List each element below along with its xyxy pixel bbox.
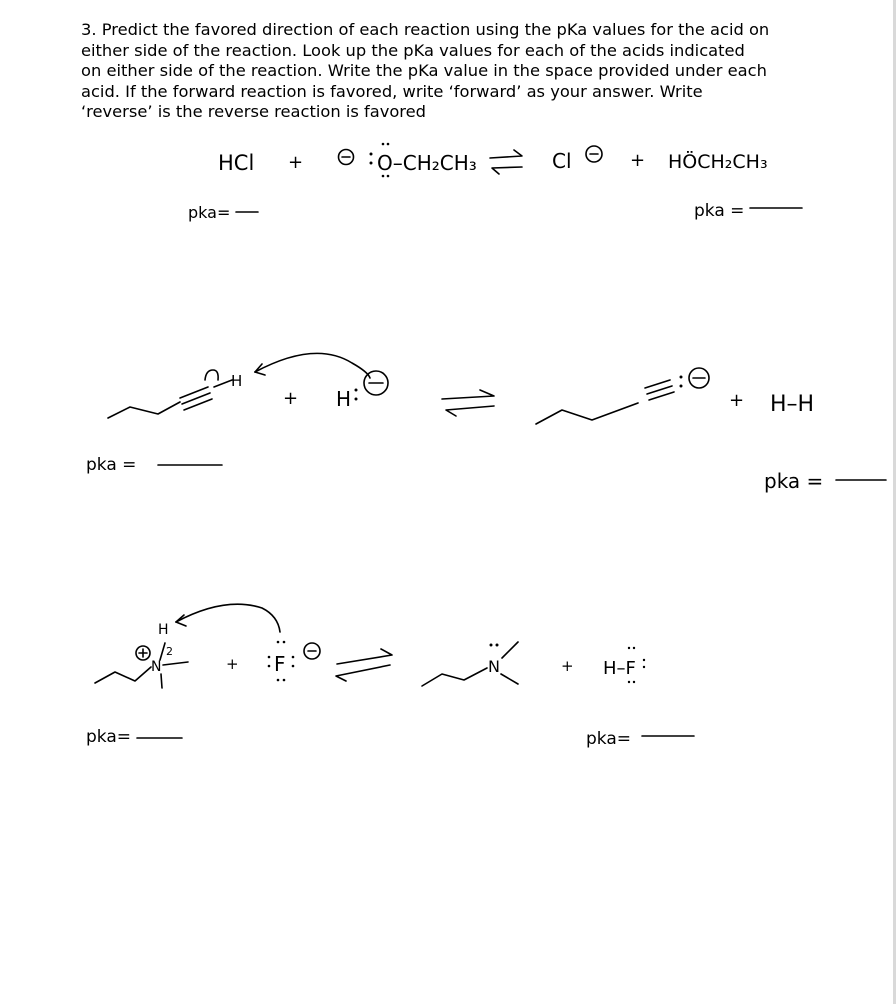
question-line: on either side of the reaction. Write the pKa value in the space provided under each — [81, 61, 767, 80]
plus-sign: + — [561, 657, 574, 675]
lone-pair-dot — [387, 175, 390, 178]
lone-pair-dot — [633, 647, 635, 649]
equilibrium-arrow-icon — [442, 390, 494, 416]
ethoxide-label: O–CH₂CH₃ — [377, 151, 477, 175]
svg-text:N: N — [151, 659, 162, 675]
lone-pair-dot — [283, 641, 286, 644]
plus-sign: + — [630, 150, 646, 171]
lone-pair-dot — [628, 647, 630, 649]
plus-sign: + — [226, 655, 239, 673]
lone-pair-dot — [268, 665, 271, 668]
reaction-3 — [86, 604, 694, 749]
lone-pair-dot — [643, 659, 645, 661]
reaction-1 — [188, 143, 802, 222]
curved-arrow-icon — [176, 604, 280, 632]
pka-label: pka = — [764, 469, 824, 493]
terminal-alkyne-structure — [108, 370, 242, 418]
lone-pair-dot — [382, 143, 385, 146]
pka-label: pka = — [86, 455, 137, 475]
acetylide-structure — [536, 376, 683, 425]
svg-text:H: H — [231, 372, 243, 390]
acidic-hydrogen-label: H — [158, 622, 169, 638]
lone-pair-dot — [292, 665, 295, 668]
plus-sign: + — [288, 152, 304, 173]
question-line: ‘reverse’ is the reverse reaction is favored — [81, 102, 426, 121]
lone-pair-dot — [292, 656, 295, 659]
plus-sign: + — [729, 390, 745, 411]
plus-sign: + — [283, 388, 299, 409]
curved-arrow-icon — [255, 353, 370, 378]
negative-charge-icon — [364, 371, 388, 395]
hydrogen-fluoride-label: H–F — [603, 658, 636, 679]
reaction-2 — [86, 353, 886, 493]
ethanol-label: HÖCH₂CH₃ — [668, 151, 768, 173]
lone-pair-dot — [387, 143, 390, 146]
lone-pair-dot — [628, 681, 630, 683]
pka-label: pka= — [86, 727, 131, 747]
ammonium-structure — [95, 622, 188, 688]
pka-label: pka= — [188, 203, 231, 222]
lone-pair-dot — [382, 175, 385, 178]
pka-label: pka= — [586, 729, 631, 749]
lone-pair-dot — [355, 398, 358, 401]
lone-pair-dot — [283, 679, 286, 682]
fluoride-label: F — [274, 652, 286, 676]
svg-text:2: 2 — [166, 645, 173, 658]
negative-charge-icon — [339, 150, 354, 165]
lone-pair-dot — [277, 641, 280, 644]
pka-label: pka = — [694, 201, 745, 221]
negative-charge-icon — [304, 643, 320, 659]
equilibrium-arrow-icon — [336, 649, 392, 681]
chloride-label: Cl — [552, 149, 572, 173]
svg-text:N: N — [488, 657, 500, 676]
hcl-label: HCl — [218, 151, 255, 175]
question-line: either side of the reaction. Look up the pKa values for each of the acids indicated — [81, 40, 745, 60]
hydrogen-gas-label: H–H — [770, 392, 815, 417]
question-line: 3. Predict the favored direction of each reaction using the pKa values for the acid on — [81, 20, 770, 39]
negative-charge-icon — [586, 146, 602, 162]
hydride-label: H — [336, 387, 352, 411]
lone-pair-dot — [643, 666, 645, 668]
lone-pair-dot — [370, 162, 373, 165]
question-line: acid. If the forward reaction is favored, write ‘forward’ as your answer. Write — [81, 81, 703, 101]
positive-charge-icon — [136, 646, 150, 660]
lone-pair-dot — [277, 679, 280, 682]
lone-pair-dot — [355, 389, 358, 392]
lone-pair-dot — [633, 681, 635, 683]
negative-charge-icon — [689, 368, 709, 388]
lone-pair-dot — [370, 153, 373, 156]
equilibrium-arrow-icon — [490, 150, 522, 174]
lone-pair-dot — [268, 656, 271, 659]
amine-structure — [422, 642, 518, 686]
